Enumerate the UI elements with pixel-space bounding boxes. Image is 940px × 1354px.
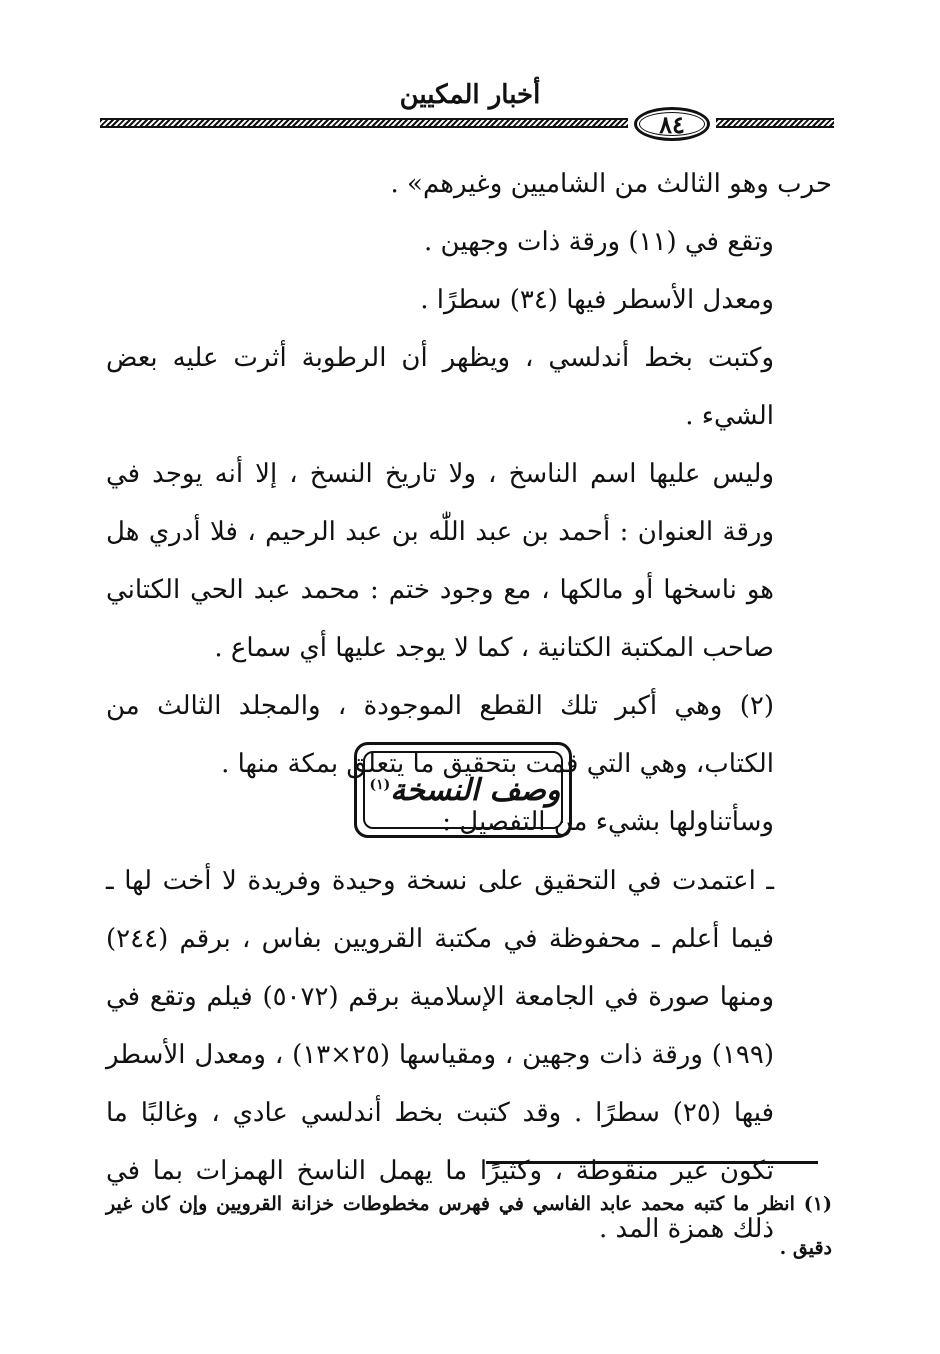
intro-line-4: وكتبت بخط أندلسي ، ويظهر أن الرطوبة أثرت عليه بعض الشيء . <box>106 343 774 431</box>
intro-line-3: ومعدل الأسطر فيها (٣٤) سطرًا . <box>420 285 774 315</box>
section-heading <box>366 773 561 808</box>
intro-paragraph-second-volume: (٢) وهي أكبر تلك القطع الموجودة ، والمجلد الثالث من الكتاب، وهي التي قمت بتحقيق ما يتعلق بمكة منها . <box>106 691 774 779</box>
intro-line-1: حرب وهو الثالث من الشاميين وغيرهم» . <box>390 169 832 199</box>
footnote-marker: (١) <box>369 776 391 793</box>
header-rule-right <box>716 118 834 128</box>
running-title: أخبار المكيين <box>399 80 541 110</box>
intro-paragraph-no-scribe: وليس عليها اسم الناسخ ، ولا تاريخ النسخ ، إلا أنه يوجد في ورقة العنوان : أحمد بن عبد اللّٰه بن عبد الرحيم ، فلا أدري هل هو ناسخها أو مالكها ، مع وجود ختم : محمد عبد الحي الكتاني صاحب المكتبة الكتانية ، كما لا يوجد عليها أي سماع . <box>106 459 774 663</box>
intro-line-detail: وسأتناولها بشيء من التفصيل : <box>442 807 774 837</box>
section-heading-box <box>354 742 572 838</box>
section-heading-text: وصف النسخة <box>390 772 561 808</box>
manuscript-description-paragraph: ـ اعتمدت في التحقيق على نسخة وحيدة وفريدة لا أخت لها ـ فيما أعلم ـ محفوظة في مكتبة القرويين بفاس ، برقم (٢٤٤) ومنها صورة في الجامعة الإسلامية برقم (٥٠٧٢) فيلم وتقع في (١٩٩) ورقة ذات وجهين ، ومقياسها (٢٥×١٣) ، ومعدل الأسطر فيها (٢٥) سطرًا . وقد كتبت بخط أندلسي عادي ، وغالبًا ما تكون غير منقوطة ، وكثيرًا ما يهمل الناسخ الهمزات بما في ذلك همزة المد . <box>106 866 774 1244</box>
header-rule-left <box>100 118 628 128</box>
footnote-1: (١) انظر ما كتبه محمد عابد الفاسي في فهرس مخطوطات خزانة القرويين وإن كان غير دقيق . <box>106 1193 832 1259</box>
footnote-separator <box>486 1161 818 1164</box>
page-number: ٨٤ <box>634 107 710 141</box>
intro-line-2: وتقع في (١١) ورقة ذات وجهين . <box>424 227 774 257</box>
